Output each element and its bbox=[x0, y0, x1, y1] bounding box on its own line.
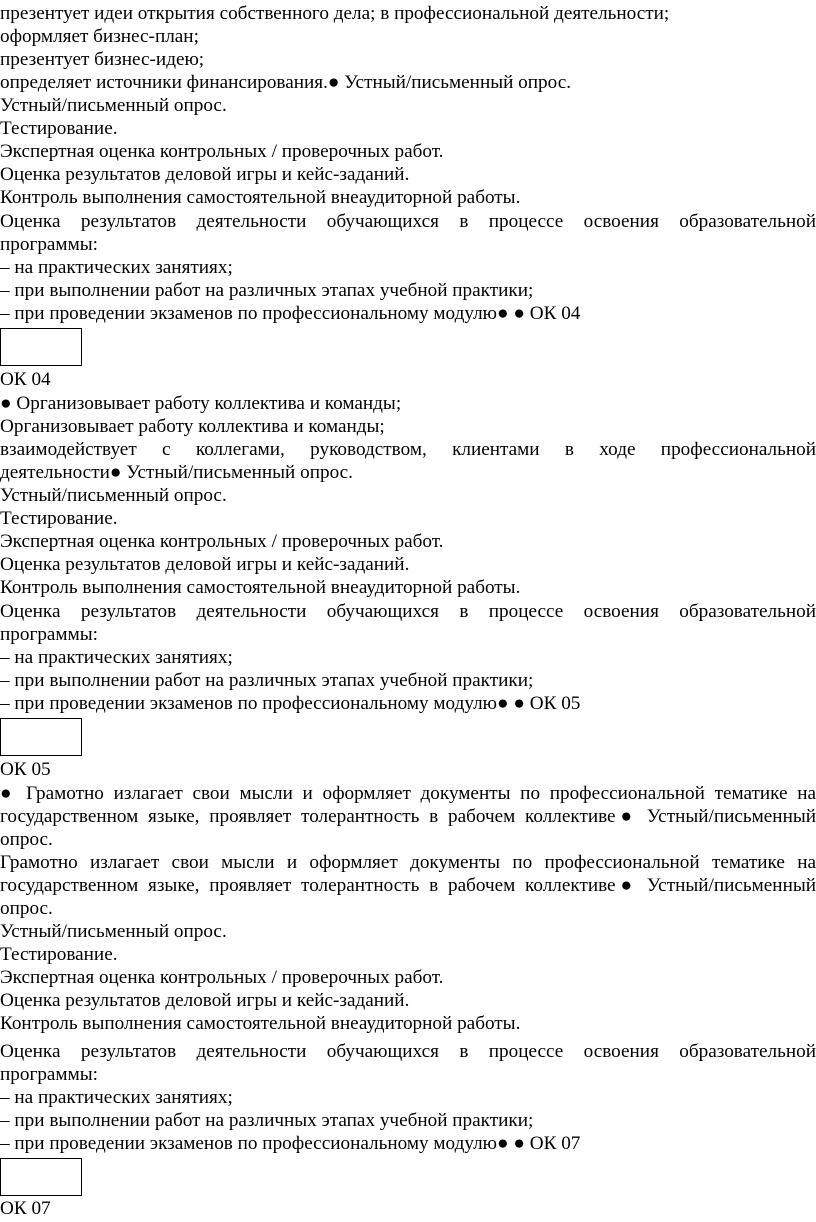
text-line: определяет источники финансирования.● Устный/письменный опрос. bbox=[0, 72, 572, 93]
text-line: Оценка результатов деятельности обучающихся в процессе освоения образовательной bbox=[0, 601, 816, 622]
text-line: Устный/письменный опрос. bbox=[0, 921, 227, 942]
text-line: – при выполнении работ на различных этапах учебной практики; bbox=[0, 1110, 534, 1131]
text-line: Грамотно излагает свои мысли и оформляет документы по профессиональной тематике на bbox=[0, 852, 816, 873]
section-heading: ОК 04 bbox=[0, 369, 51, 390]
text-line: Оценка результатов деловой игры и кейс-заданий. bbox=[0, 164, 410, 185]
text-line: деятельности● Устный/письменный опрос. bbox=[0, 462, 353, 483]
text-line: Контроль выполнения самостоятельной внеаудиторной работы. bbox=[0, 1013, 521, 1034]
empty-table-cell bbox=[0, 328, 82, 366]
text-line: программы: bbox=[0, 1064, 98, 1085]
text-line: взаимодействует с коллегами, руководством, клиентами в ходе профессиональной bbox=[0, 439, 816, 460]
text-line: Оценка результатов деятельности обучающихся в процессе освоения образовательной bbox=[0, 1041, 816, 1062]
text-line: государственном языке, проявляет толерантность в рабочем коллективе● Устный/письменный bbox=[0, 806, 816, 827]
text-line: – на практических занятиях; bbox=[0, 257, 233, 278]
text-line: Тестирование. bbox=[0, 944, 118, 965]
empty-table-cell bbox=[0, 1158, 82, 1196]
text-line: Контроль выполнения самостоятельной внеаудиторной работы. bbox=[0, 187, 521, 208]
empty-table-cell bbox=[0, 718, 82, 756]
text-line: – при проведении экзаменов по профессиональному модулю● ● ОК 04 bbox=[0, 303, 581, 324]
text-line: Тестирование. bbox=[0, 508, 118, 529]
text-line: программы: bbox=[0, 624, 98, 645]
text-line: Тестирование. bbox=[0, 118, 118, 139]
text-line: Экспертная оценка контрольных / проверочных работ. bbox=[0, 531, 444, 552]
text-line: презентует идеи открытия собственного дела; в профессиональной деятельности; bbox=[0, 3, 670, 24]
text-line: – на практических занятиях; bbox=[0, 1087, 233, 1108]
text-line: государственном языке, проявляет толерантность в рабочем коллективе● Устный/письменный bbox=[0, 875, 816, 896]
text-line: Оценка результатов деятельности обучающихся в процессе освоения образовательной bbox=[0, 211, 816, 232]
text-line: ● Грамотно излагает свои мысли и оформляет документы по профессиональной тематике на bbox=[0, 783, 816, 804]
text-line: Оценка результатов деловой игры и кейс-заданий. bbox=[0, 554, 410, 575]
text-line: Экспертная оценка контрольных / проверочных работ. bbox=[0, 141, 444, 162]
text-line: – при проведении экзаменов по профессиональному модулю● ● ОК 07 bbox=[0, 1133, 581, 1154]
text-line: ● Организовывает работу коллектива и команды; bbox=[0, 393, 402, 414]
text-line: – при проведении экзаменов по профессиональному модулю● ● ОК 05 bbox=[0, 693, 581, 714]
text-line: Оценка результатов деловой игры и кейс-заданий. bbox=[0, 990, 410, 1011]
text-line: Контроль выполнения самостоятельной внеаудиторной работы. bbox=[0, 577, 521, 598]
text-line: – при выполнении работ на различных этапах учебной практики; bbox=[0, 280, 534, 301]
text-line: Устный/письменный опрос. bbox=[0, 485, 227, 506]
text-line: – при выполнении работ на различных этапах учебной практики; bbox=[0, 670, 534, 691]
section-heading: ОК 07 bbox=[0, 1198, 51, 1219]
section-heading: ОК 05 bbox=[0, 759, 51, 780]
text-line: – на практических занятиях; bbox=[0, 647, 233, 668]
text-line: Устный/письменный опрос. bbox=[0, 95, 227, 116]
text-line: опрос. bbox=[0, 898, 53, 919]
text-line: опрос. bbox=[0, 829, 53, 850]
text-line: Организовывает работу коллектива и команды; bbox=[0, 416, 385, 437]
text-line: Экспертная оценка контрольных / проверочных работ. bbox=[0, 967, 444, 988]
text-line: оформляет бизнес-план; bbox=[0, 26, 199, 47]
text-line: презентует бизнес-идею; bbox=[0, 49, 205, 70]
text-line: программы: bbox=[0, 234, 98, 255]
